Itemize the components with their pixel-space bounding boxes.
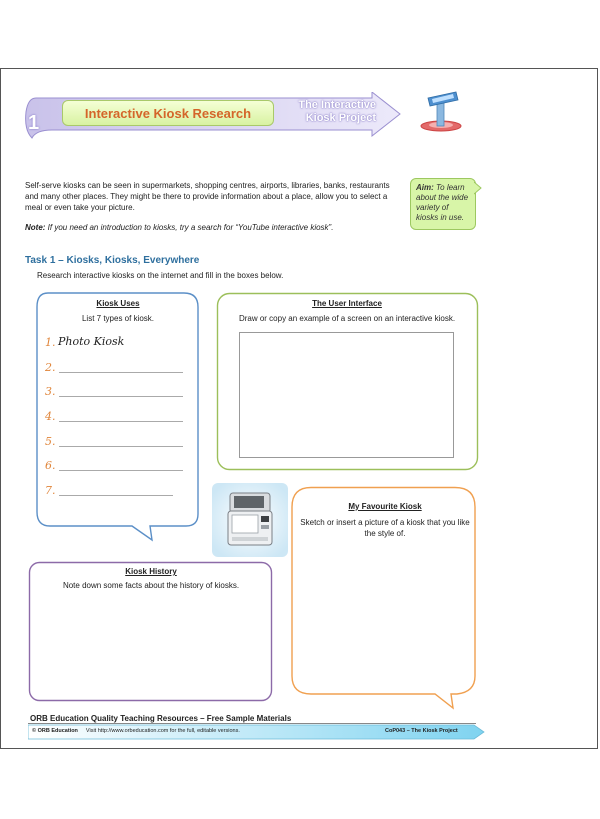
- note-label: Note:: [25, 223, 46, 232]
- screen-drawing-area[interactable]: [239, 332, 454, 458]
- list-item[interactable]: [45, 410, 185, 435]
- footer-visit-link[interactable]: Visit http://www.orbeducation.com for the full, editable versions.: [85, 728, 240, 734]
- project-name-line1: The Interactive: [298, 99, 376, 111]
- favourite-kiosk-subtitle: Sketch or insert a picture of a kiosk that you like the style of.: [300, 518, 470, 538]
- list-item[interactable]: [45, 361, 185, 386]
- list-number: 7.: [45, 484, 56, 498]
- list-number: 1.: [45, 336, 56, 349]
- list-number: 4.: [45, 410, 56, 424]
- footer-title: ORB Education Quality Teaching Resources – Free Sample Materials: [30, 714, 292, 723]
- aim-box-tail: [474, 182, 482, 196]
- project-name: [290, 99, 376, 125]
- user-interface-title: The User Interface: [312, 299, 382, 308]
- list-number: 6.: [45, 459, 56, 473]
- list-item[interactable]: [45, 484, 185, 509]
- task-heading: Task 1 – Kiosks, Kiosks, Everywhere: [25, 255, 200, 266]
- project-name-line2: Kiosk Project: [305, 112, 376, 124]
- kiosk-history-box: [30, 567, 272, 590]
- intro-paragraph: Self-serve kiosks can be seen in supermarkets, shopping centres, airports, libraries, banks, restaurants and many other places. They might be there to provide information about a place, allow you to select a meal or even take your picture.: [25, 181, 390, 212]
- aim-box: [410, 178, 476, 230]
- footer-copyright-line: [32, 728, 240, 734]
- favourite-kiosk-box: [300, 502, 470, 539]
- section-number: 1: [28, 112, 40, 134]
- list-answer-line: [59, 446, 183, 447]
- kiosk-uses-title: Kiosk Uses: [96, 299, 140, 308]
- list-answer-line: [59, 495, 173, 496]
- intro-note: [25, 222, 405, 233]
- kiosk-history-subtitle: Note down some facts about the history of kiosks.: [62, 581, 240, 590]
- user-interface-box: [218, 299, 476, 323]
- list-item[interactable]: [45, 459, 185, 484]
- photo-kiosk-image: [212, 483, 288, 557]
- list-number: 2.: [45, 360, 56, 374]
- kiosk-history-title: Kiosk History: [125, 567, 177, 576]
- list-answer-line: [59, 396, 183, 397]
- footer-product-code: CoP043 – The Kiosk Project: [385, 728, 458, 734]
- page-title: Interactive Kiosk Research: [62, 100, 274, 126]
- list-item[interactable]: [45, 435, 185, 460]
- kiosk-uses-box: [40, 299, 196, 323]
- aim-label: Aim:: [416, 183, 434, 192]
- kiosk-uses-list: [45, 336, 185, 509]
- kiosk-stand-icon: [412, 90, 472, 135]
- list-number: 5.: [45, 434, 56, 448]
- favourite-kiosk-title: My Favourite Kiosk: [348, 502, 422, 511]
- kiosk-uses-subtitle: List 7 types of kiosk.: [81, 314, 155, 323]
- footer-copyright: © ORB Education: [32, 728, 78, 734]
- list-item[interactable]: [45, 336, 185, 361]
- list-answer-line: [59, 372, 183, 373]
- list-item[interactable]: [45, 385, 185, 410]
- note-text: If you need an introduction to kiosks, try a search for “YouTube interactive kiosk”.: [45, 223, 334, 232]
- task-instruction: Research interactive kiosks on the internet and fill in the boxes below.: [37, 271, 284, 280]
- user-interface-subtitle: Draw or copy an example of a screen on an interactive kiosk.: [238, 314, 456, 323]
- list-answer-line: [59, 421, 183, 422]
- aim-text: To learn about the wide variety of kiosks in use.: [416, 183, 469, 222]
- list-entry: Photo Kiosk: [58, 335, 125, 348]
- list-number: 3.: [45, 385, 56, 399]
- list-answer-line: [59, 470, 183, 471]
